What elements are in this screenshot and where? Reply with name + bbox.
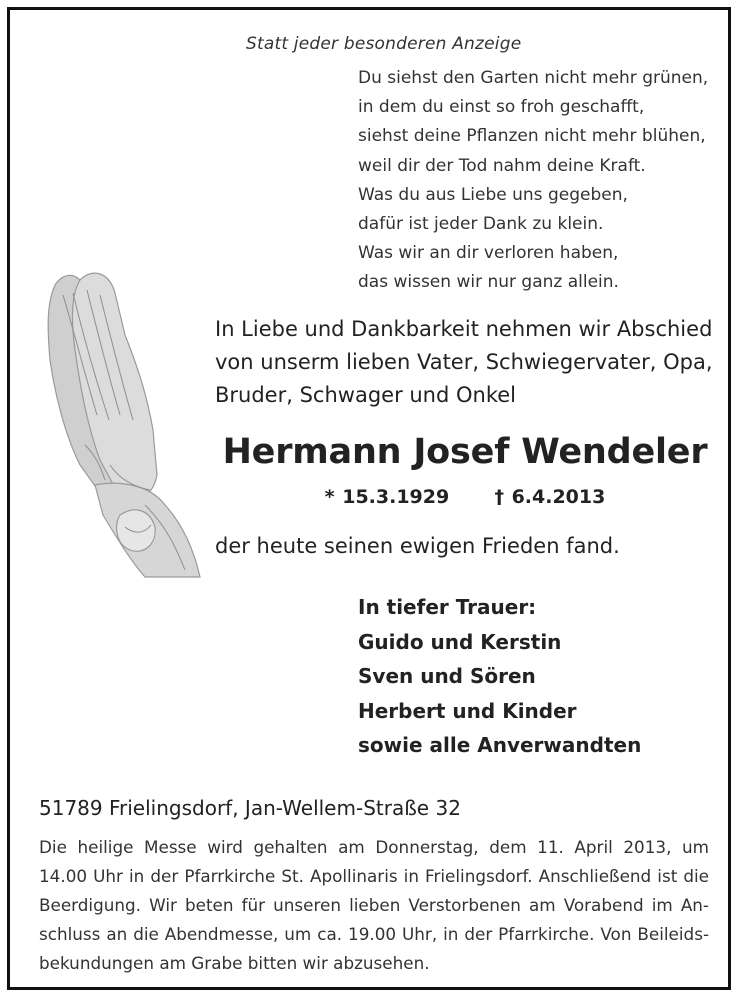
header-line: Statt jeder besonderen Anzeige [246,34,522,54]
intro-line: In Liebe und Dankbarkeit nehmen wir Abschied [215,317,713,341]
poem-line: das wissen wir nur ganz allein. [358,272,619,293]
poem-line: Was wir an dir verloren haben, [358,243,619,264]
mourner-name: sowie alle Anverwandten [358,733,642,757]
notice-line: Beerdigung. Wir beten für unseren lieben Verstorbenen am Vorabend im An- [39,895,709,915]
intro-line: von unserm lieben Vater, Schwiegervater, Opa, [215,350,713,374]
funeral-notice [39,833,709,978]
mourner-name: Sven und Sören [358,664,536,688]
birth-date: 15.3.1929 [342,486,450,508]
birth-symbol: * [324,486,335,508]
praying-hands-icon [25,265,220,585]
obituary-frame [7,7,731,990]
intro-line: Bruder, Schwager und Onkel [215,383,517,407]
notice-line: schluss an die Abendmesse, um ca. 19.00 Uhr, in der Pfarrkirche. Von Beileids- [39,924,709,944]
mourner-name: Herbert und Kinder [358,698,577,723]
notice-line: Die heilige Messe wird gehalten am Donnerstag, dem 11. April 2013, um [39,837,709,857]
death-symbol: † [494,486,504,508]
life-dates [215,486,715,508]
notice-line: 14.00 Uhr in der Pfarrkirche St. Apollinaris in Frielingsdorf. Anschließend ist die [39,866,709,886]
poem-line: weil dir der Tod nahm deine Kraft. [358,155,646,176]
peace-line: der heute seinen ewigen Frieden fand. [215,534,620,558]
address: 51789 Frielingsdorf, Jan-Wellem-Straße 32 [39,796,461,820]
poem-line: siehst deine Pflanzen nicht mehr blühen, [358,126,706,147]
poem-line: Was du aus Liebe uns gegeben, [358,184,628,205]
poem-line: dafür ist jeder Dank zu klein. [358,214,604,235]
death-date: 6.4.2013 [511,486,606,508]
poem-line: in dem du einst so froh geschafft, [358,97,645,118]
mourner-name: Guido und Kerstin [358,629,562,654]
poem [358,64,708,298]
mourners-heading: In tiefer Trauer: [358,595,537,619]
mourners-block [358,590,641,763]
notice-line: bekundungen am Grabe bitten wir abzusehen. [39,953,430,973]
intro-text [215,313,713,412]
poem-line: Du siehst den Garten nicht mehr grünen, [358,68,709,88]
deceased-name: Hermann Josef Wendeler [222,432,708,472]
